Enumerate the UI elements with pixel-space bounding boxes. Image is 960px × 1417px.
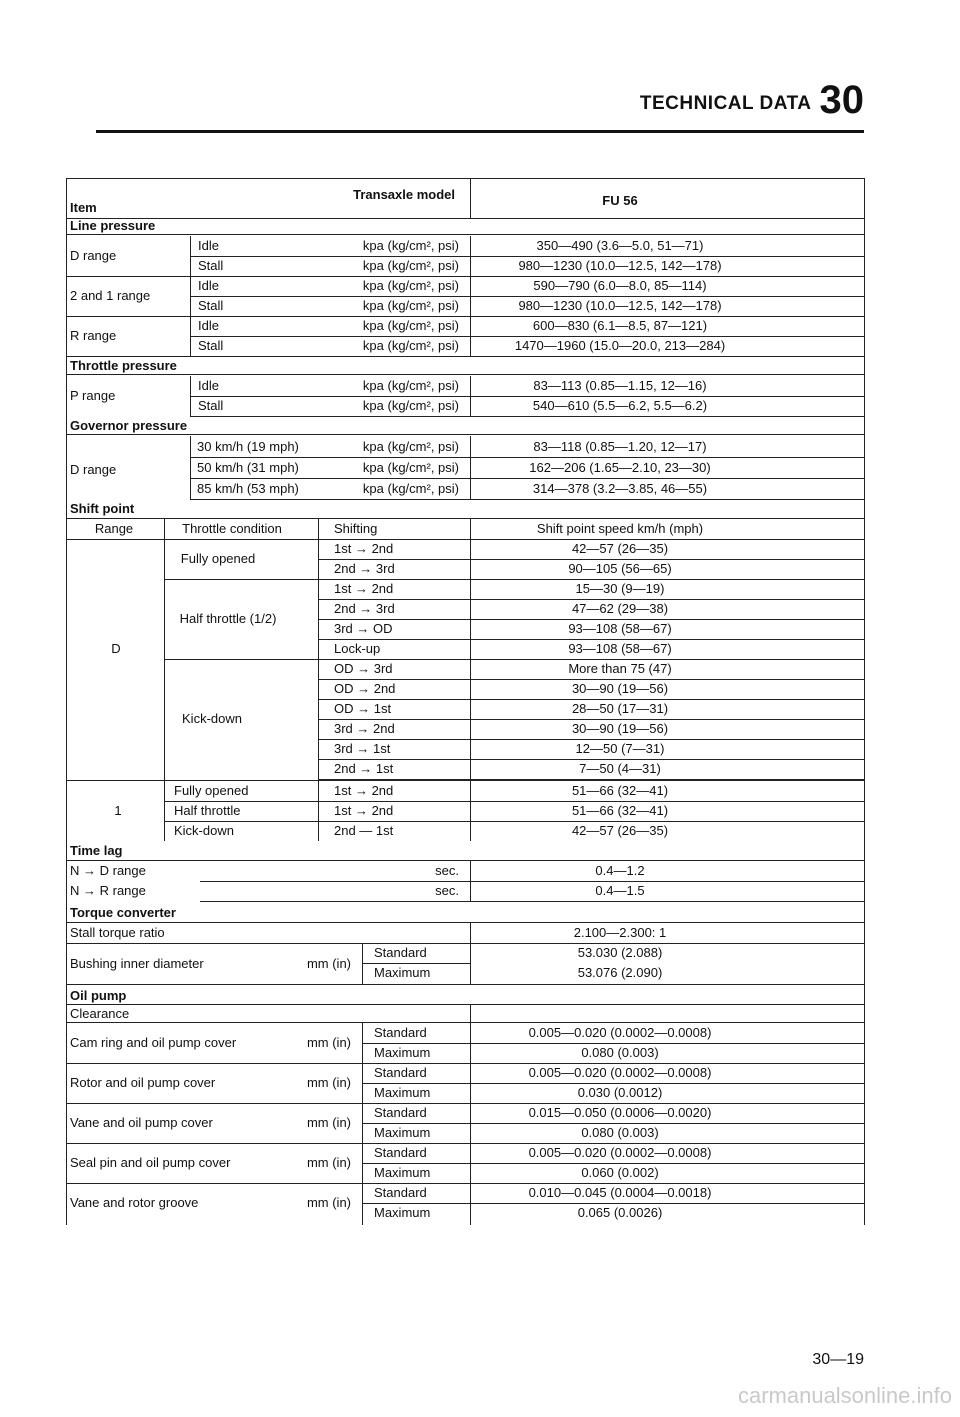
condition-label: Idle <box>198 278 219 293</box>
condition-label: Idle <box>198 378 219 393</box>
condition-label: Stall <box>198 258 224 273</box>
unit-kpa: kpa (kg/cm², psi) <box>362 481 459 496</box>
row-rule <box>190 396 864 397</box>
section-line-pressure: Line pressure <box>70 218 156 233</box>
column-rule <box>470 519 471 841</box>
row-rule <box>66 178 864 179</box>
section-governor-pressure: Governor pressure <box>70 418 188 433</box>
shift-label: 1st → 2nd <box>334 581 394 596</box>
column-range: Range <box>94 521 134 536</box>
range-label: D range <box>70 248 117 263</box>
stall-torque-value: 2.100—2.300: 1 <box>573 925 667 940</box>
range-label: R range <box>70 328 117 343</box>
shift-label: OD → 2nd <box>334 681 396 696</box>
shift-speed: 42—57 (26—35) <box>571 541 669 556</box>
row-rule <box>362 963 470 964</box>
row-rule <box>200 901 864 902</box>
condition-label: 85 km/h (53 mph) <box>197 481 299 496</box>
stall-torque-label: Stall torque ratio <box>70 925 165 940</box>
shift-speed: 93—108 (58—67) <box>568 621 672 636</box>
row-rule <box>190 336 864 337</box>
row-rule <box>318 559 864 560</box>
row-rule <box>164 821 864 822</box>
row-rule <box>318 599 864 600</box>
maximum-label: Maximum <box>374 1045 431 1060</box>
time-lag-label: N → D range <box>70 863 146 878</box>
row-rule <box>190 356 864 357</box>
unit-sec: sec. <box>435 883 459 898</box>
clearance-item: Vane and oil pump cover <box>70 1115 213 1130</box>
unit-sec: sec. <box>435 863 459 878</box>
watermark: carmanualsonline.info <box>737 1383 952 1408</box>
shift-label: 3rd → 2nd <box>334 721 395 736</box>
maximum-label: Maximum <box>374 1125 431 1140</box>
range-d: D <box>111 641 121 656</box>
clearance-standard: 0.005—0.020 (0.0002—0.0008) <box>528 1025 712 1040</box>
column-rule <box>318 519 319 841</box>
shift-speed: 51—66 (32—41) <box>571 783 669 798</box>
shift-label: 2nd → 3rd <box>334 601 395 616</box>
page-number: 30—19 <box>812 1351 864 1368</box>
clearance-standard: 0.015—0.050 (0.0006—0.0020) <box>528 1105 712 1120</box>
corner-item-label: Item <box>70 200 97 215</box>
row-rule <box>362 1123 864 1124</box>
spec-value: 980—1230 (10.0—12.5, 142—178) <box>518 258 722 273</box>
group-half-throttle: Half throttle (1/2) <box>179 611 277 626</box>
row-rule <box>190 256 864 257</box>
row-rule <box>318 739 864 740</box>
range-label: 2 and 1 range <box>70 288 151 303</box>
clearance-item: Cam ring and oil pump cover <box>70 1035 237 1050</box>
section-oil-pump: Oil pump <box>70 988 127 1003</box>
maximum-label: Maximum <box>374 1205 431 1220</box>
row-rule <box>318 639 864 640</box>
bushing-maximum: 53.076 (2.090) <box>577 965 663 980</box>
column-rule <box>164 519 165 841</box>
shift-speed: More than 75 (47) <box>568 661 672 676</box>
standard-label: Standard <box>374 1065 427 1080</box>
shift-label: OD → 1st <box>334 701 392 716</box>
shift-speed: 30—90 (19—56) <box>571 721 669 736</box>
condition-label: 50 km/h (31 mph) <box>197 460 299 475</box>
clearance-maximum: 0.080 (0.003) <box>581 1125 659 1140</box>
row-rule <box>200 881 864 882</box>
shift-speed: 47—62 (29—38) <box>571 601 669 616</box>
standard-label: Standard <box>374 1145 427 1160</box>
row-rule <box>66 1063 864 1064</box>
column-rule <box>470 1005 471 1225</box>
spec-value: 83—113 (0.85—1.15, 12—16) <box>533 378 707 393</box>
condition-label: Stall <box>198 298 224 313</box>
condition-label: Idle <box>198 318 219 333</box>
maximum-label: Maximum <box>374 965 431 980</box>
row-rule <box>362 1043 864 1044</box>
clearance-standard: 0.005—0.020 (0.0002—0.0008) <box>528 1065 712 1080</box>
row-rule <box>66 860 864 861</box>
row-rule <box>318 719 864 720</box>
maximum-label: Maximum <box>374 1085 431 1100</box>
clearance-maximum: 0.030 (0.0012) <box>577 1085 663 1100</box>
shift-speed: 30—90 (19—56) <box>571 681 669 696</box>
spec-value: 314—378 (3.2—3.85, 46—55) <box>532 481 708 496</box>
row-rule <box>318 579 864 580</box>
column-rule <box>470 923 471 984</box>
spec-value: 0.4—1.2 <box>595 863 645 878</box>
row-rule <box>66 356 190 357</box>
section-torque-converter: Torque converter <box>70 905 176 920</box>
section-time-lag: Time lag <box>70 843 123 858</box>
unit-kpa: kpa (kg/cm², psi) <box>362 238 459 253</box>
column-rule <box>470 178 471 218</box>
group-fully-opened: Fully opened <box>180 551 256 566</box>
column-speed: Shift point speed km/h (mph) <box>536 521 704 536</box>
shift-label: 3rd → OD <box>334 621 393 636</box>
clearance-standard: 0.005—0.020 (0.0002—0.0008) <box>528 1145 712 1160</box>
row-rule <box>190 296 864 297</box>
shift-label: 1st → 2nd <box>334 541 394 556</box>
condition-label: Stall <box>198 398 224 413</box>
shift-label: OD → 3rd <box>334 661 393 676</box>
shift-label: 3rd → 1st <box>334 741 391 756</box>
bushing-standard: 53.030 (2.088) <box>577 945 663 960</box>
row-rule <box>318 679 864 680</box>
shift-speed: 93—108 (58—67) <box>568 641 672 656</box>
row-rule <box>66 1143 864 1144</box>
column-rule <box>362 944 363 984</box>
shift-speed: 90—105 (56—65) <box>568 561 672 576</box>
time-lag-label: N → R range <box>70 883 146 898</box>
group-kick-down: Kick-down <box>182 711 242 726</box>
row-rule <box>66 518 864 519</box>
spec-value: 350—490 (3.6—5.0, 51—71) <box>536 238 704 253</box>
clearance-standard: 0.010—0.045 (0.0004—0.0018) <box>528 1185 712 1200</box>
row-rule <box>66 374 864 375</box>
row-rule <box>66 1004 864 1005</box>
column-rule <box>190 236 191 356</box>
throttle-condition: Fully opened <box>174 783 249 798</box>
range-label: P range <box>70 388 116 403</box>
standard-label: Standard <box>374 1185 427 1200</box>
shift-label: 2nd → 3rd <box>334 561 395 576</box>
unit-kpa: kpa (kg/cm², psi) <box>362 398 459 413</box>
unit-kpa: kpa (kg/cm², psi) <box>362 298 459 313</box>
bushing-label: Bushing inner diameter <box>70 956 204 971</box>
section-throttle-pressure: Throttle pressure <box>70 358 177 373</box>
column-rule <box>190 376 191 416</box>
column-rule <box>190 436 191 499</box>
column-shifting: Shifting <box>334 521 378 536</box>
column-rule <box>864 178 865 1225</box>
column-throttle: Throttle condition <box>182 521 282 536</box>
row-rule <box>66 922 864 923</box>
row-rule <box>66 984 864 985</box>
condition-label: Idle <box>198 238 219 253</box>
shift-speed: 28—50 (17—31) <box>571 701 669 716</box>
row-rule <box>66 234 864 235</box>
condition-label: Stall <box>198 338 224 353</box>
row-rule <box>318 619 864 620</box>
row-rule <box>164 579 318 580</box>
row-rule <box>190 478 864 479</box>
spec-value: 600—830 (6.1—8.5, 87—121) <box>532 318 708 333</box>
shift-label: Lock-up <box>334 641 381 656</box>
spec-value: 0.4—1.5 <box>595 883 645 898</box>
row-rule <box>190 416 864 417</box>
range-label: D range <box>70 462 117 477</box>
row-rule <box>318 659 864 660</box>
row-rule <box>362 1203 864 1204</box>
unit-mm: mm (in) <box>306 956 351 971</box>
clearance-item: Seal pin and oil pump cover <box>70 1155 231 1170</box>
shift-label: 1st → 2nd <box>334 783 394 798</box>
section-shift-point: Shift point <box>70 501 135 516</box>
shift-speed: 42—57 (26—35) <box>571 823 669 838</box>
column-rule <box>470 376 471 416</box>
spec-value: 590—790 (6.0—8.0, 85—114) <box>533 278 707 293</box>
row-rule <box>66 434 864 435</box>
row-rule <box>190 316 864 317</box>
row-rule <box>66 276 190 277</box>
column-rule <box>470 436 471 499</box>
unit-mm: mm (in) <box>306 1075 351 1090</box>
standard-label: Standard <box>374 1105 427 1120</box>
row-rule <box>190 499 864 500</box>
condition-label: 30 km/h (19 mph) <box>197 439 299 454</box>
spec-value: 540—610 (5.5—6.2, 5.5—6.2) <box>532 398 708 413</box>
clearance-maximum: 0.080 (0.003) <box>581 1045 659 1060</box>
column-rule <box>470 236 471 356</box>
header-chapter: 30 <box>819 78 864 122</box>
unit-mm: mm (in) <box>306 1195 351 1210</box>
shift-label: 2nd — 1st <box>334 823 394 838</box>
row-rule <box>164 801 864 802</box>
row-rule <box>362 1083 864 1084</box>
corner-model-label: Transaxle model <box>353 187 455 202</box>
maximum-label: Maximum <box>374 1165 431 1180</box>
unit-kpa: kpa (kg/cm², psi) <box>362 318 459 333</box>
column-rule <box>66 178 67 1225</box>
clearance-item: Rotor and oil pump cover <box>70 1075 216 1090</box>
row-rule <box>318 759 864 760</box>
throttle-condition: Half throttle <box>174 803 241 818</box>
unit-kpa: kpa (kg/cm², psi) <box>362 338 459 353</box>
standard-label: Standard <box>374 945 427 960</box>
row-rule <box>66 316 190 317</box>
unit-kpa: kpa (kg/cm², psi) <box>362 460 459 475</box>
unit-mm: mm (in) <box>306 1155 351 1170</box>
clearance-label: Clearance <box>70 1006 130 1021</box>
unit-kpa: kpa (kg/cm², psi) <box>362 439 459 454</box>
row-rule <box>190 276 864 277</box>
row-rule <box>318 699 864 700</box>
spec-value: 83—118 (0.85—1.20, 12—17) <box>533 439 707 454</box>
shift-speed: 15—30 (9—19) <box>575 581 665 596</box>
unit-mm: mm (in) <box>306 1115 351 1130</box>
row-rule <box>164 659 318 660</box>
row-rule <box>66 943 864 944</box>
model-label: FU 56 <box>602 193 638 208</box>
row-rule <box>66 218 864 219</box>
standard-label: Standard <box>374 1025 427 1040</box>
shift-label: 1st → 2nd <box>334 803 394 818</box>
shift-speed: 51—66 (32—41) <box>571 803 669 818</box>
spec-value: 162—206 (1.65—2.10, 23—30) <box>529 460 711 475</box>
spec-value: 1470—1960 (15.0—20.0, 213—284) <box>514 338 726 353</box>
row-rule <box>362 1163 864 1164</box>
row-rule <box>66 1183 864 1184</box>
shift-speed: 7—50 (4—31) <box>579 761 661 776</box>
shift-label: 2nd → 1st <box>334 761 394 776</box>
spec-value: 980—1230 (10.0—12.5, 142—178) <box>518 298 722 313</box>
unit-kpa: kpa (kg/cm², psi) <box>362 278 459 293</box>
clearance-maximum: 0.060 (0.002) <box>581 1165 659 1180</box>
row-rule <box>66 539 864 540</box>
clearance-maximum: 0.065 (0.0026) <box>577 1205 663 1220</box>
unit-kpa: kpa (kg/cm², psi) <box>362 378 459 393</box>
clearance-item: Vane and rotor groove <box>70 1195 199 1210</box>
shift-speed: 12—50 (7—31) <box>575 741 665 756</box>
unit-mm: mm (in) <box>306 1035 351 1050</box>
row-rule <box>66 1103 864 1104</box>
row-rule <box>66 1022 864 1023</box>
header-title: TECHNICAL DATA <box>639 93 812 114</box>
range-1: 1 <box>114 803 122 818</box>
column-rule <box>362 1023 363 1225</box>
row-rule <box>190 457 864 458</box>
column-rule <box>470 861 471 901</box>
row-rule <box>66 780 864 781</box>
unit-kpa: kpa (kg/cm², psi) <box>362 258 459 273</box>
throttle-condition: Kick-down <box>174 823 234 838</box>
